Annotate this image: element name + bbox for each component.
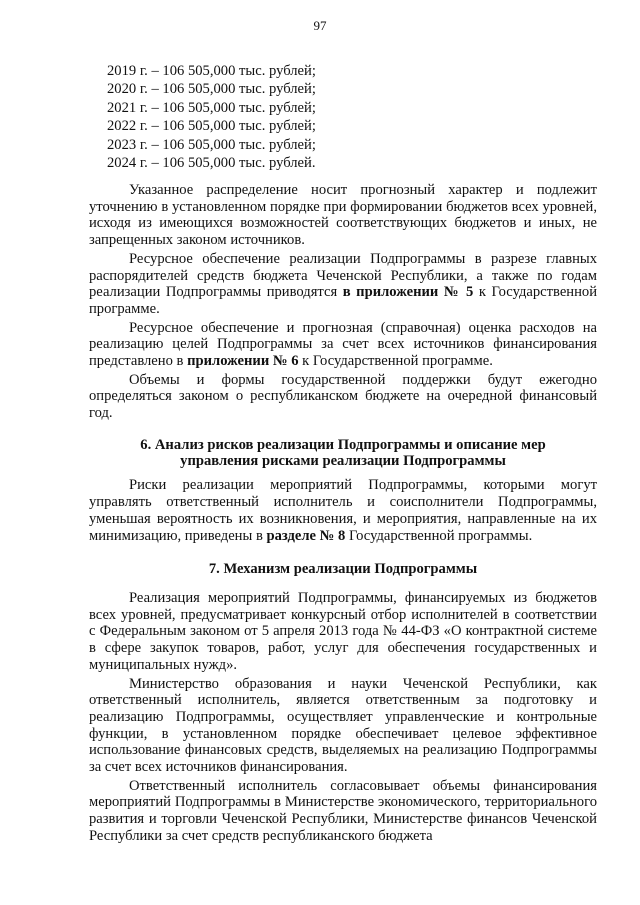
section-6-heading xyxy=(89,438,597,470)
text-fragment: к Государственной программе. xyxy=(302,353,493,370)
funding-by-year-list xyxy=(107,62,316,172)
year-line-2024: 2024 г. – 106 505,000 тыс. рублей. xyxy=(107,155,316,172)
year-line-2022: 2022 г. – 106 505,000 тыс. рублей; xyxy=(107,118,316,135)
year-line-2021: 2021 г. – 106 505,000 тыс. рублей; xyxy=(107,99,316,116)
section-7-heading: 7. Механизм реализации Подпрограммы xyxy=(208,561,478,578)
text-fragment: к Государственной программе. xyxy=(89,284,598,317)
paragraph-coordination: Ответственный исполнитель согласовывает объемы финансирования мероприятий Подпрограммы в Министерстве экономического, территориального развития и торговли Чеченской Республики, Министерстве финансов Чеченской Республики за счет средств республиканского бюджета xyxy=(89,777,597,844)
text-fragment: Риски реализации мероприятий Подпрограммы, которыми могут управлять ответственный исполнитель и соисполнители Подпрограммы, уменьшая вероятность их возникновения, и мероприятия, направленные на их минимизацию, приведены в xyxy=(89,477,597,544)
section-8-reference: разделе № 8 xyxy=(266,527,346,544)
page-number: 97 xyxy=(313,18,327,33)
paragraph-resource-support xyxy=(89,251,597,318)
appendix-5-reference: в приложении № 5 xyxy=(342,284,474,301)
text-fragment: Государственной программы. xyxy=(348,527,533,544)
paragraph-forecast-note: Указанное распределение носит прогнозный характер и подлежит уточнению в установленном порядке при формировании бюджетов всех уровней, исходя из имеющихся возможностей соответствующих бюджетов и иных, не запрещенных законом источников. xyxy=(89,182,597,249)
paragraph-risks xyxy=(89,477,597,544)
section-6-heading-line2: управления рисками реализации Подпрограммы xyxy=(180,452,506,469)
text-fragment: Ресурсное обеспечение реализации Подпрограммы в разрезе главных распорядителей средств бюджета Чеченской Республики, а также по годам реализации Подпрограммы приводятся xyxy=(89,250,597,301)
section-6-heading-line1: 6. Анализ рисков реализации Подпрограммы и описание мер xyxy=(140,436,546,453)
paragraph-forecast-estimate xyxy=(89,320,597,370)
paragraph-implementation: Реализация мероприятий Подпрограммы, финансируемых из бюджетов всех уровней, предусматривает конкурсный отбор исполнителей в соответствии с Федеральным законом от 5 апреля 2013 года № 44-ФЗ «О контрактной системе в сфере закупок товаров, работ, услуг для обеспечения государственных и муниципальных нужд». xyxy=(89,590,597,673)
document-body xyxy=(89,182,597,847)
year-line-2023: 2023 г. – 106 505,000 тыс. рублей; xyxy=(107,136,316,153)
text-fragment: Ресурсное обеспечение и прогнозная (справочная) оценка расходов на реализацию целей Подпрограммы за счет всех источников финансирования представлено в xyxy=(89,319,597,370)
year-line-2019: 2019 г. – 106 505,000 тыс. рублей; xyxy=(107,63,316,79)
paragraph-state-support: Объемы и формы государственной поддержки будут ежегодно определяться законом о республиканском бюджете на очередной финансовый год. xyxy=(89,371,597,422)
year-line-2020: 2020 г. – 106 505,000 тыс. рублей; xyxy=(107,81,316,98)
paragraph-ministry: Министерство образования и науки Чеченской Республики, как ответственный исполнитель, является ответственным за подготовку и реализацию Подпрограммы, осуществляет управленческие и контрольные функции, в установленном порядке обеспечивает целевое эффективное использование финансовых средств, выделяемых на реализацию Подпрограммы за счет всех источников финансирования. xyxy=(89,675,597,776)
appendix-6-reference: приложении № 6 xyxy=(187,353,299,370)
